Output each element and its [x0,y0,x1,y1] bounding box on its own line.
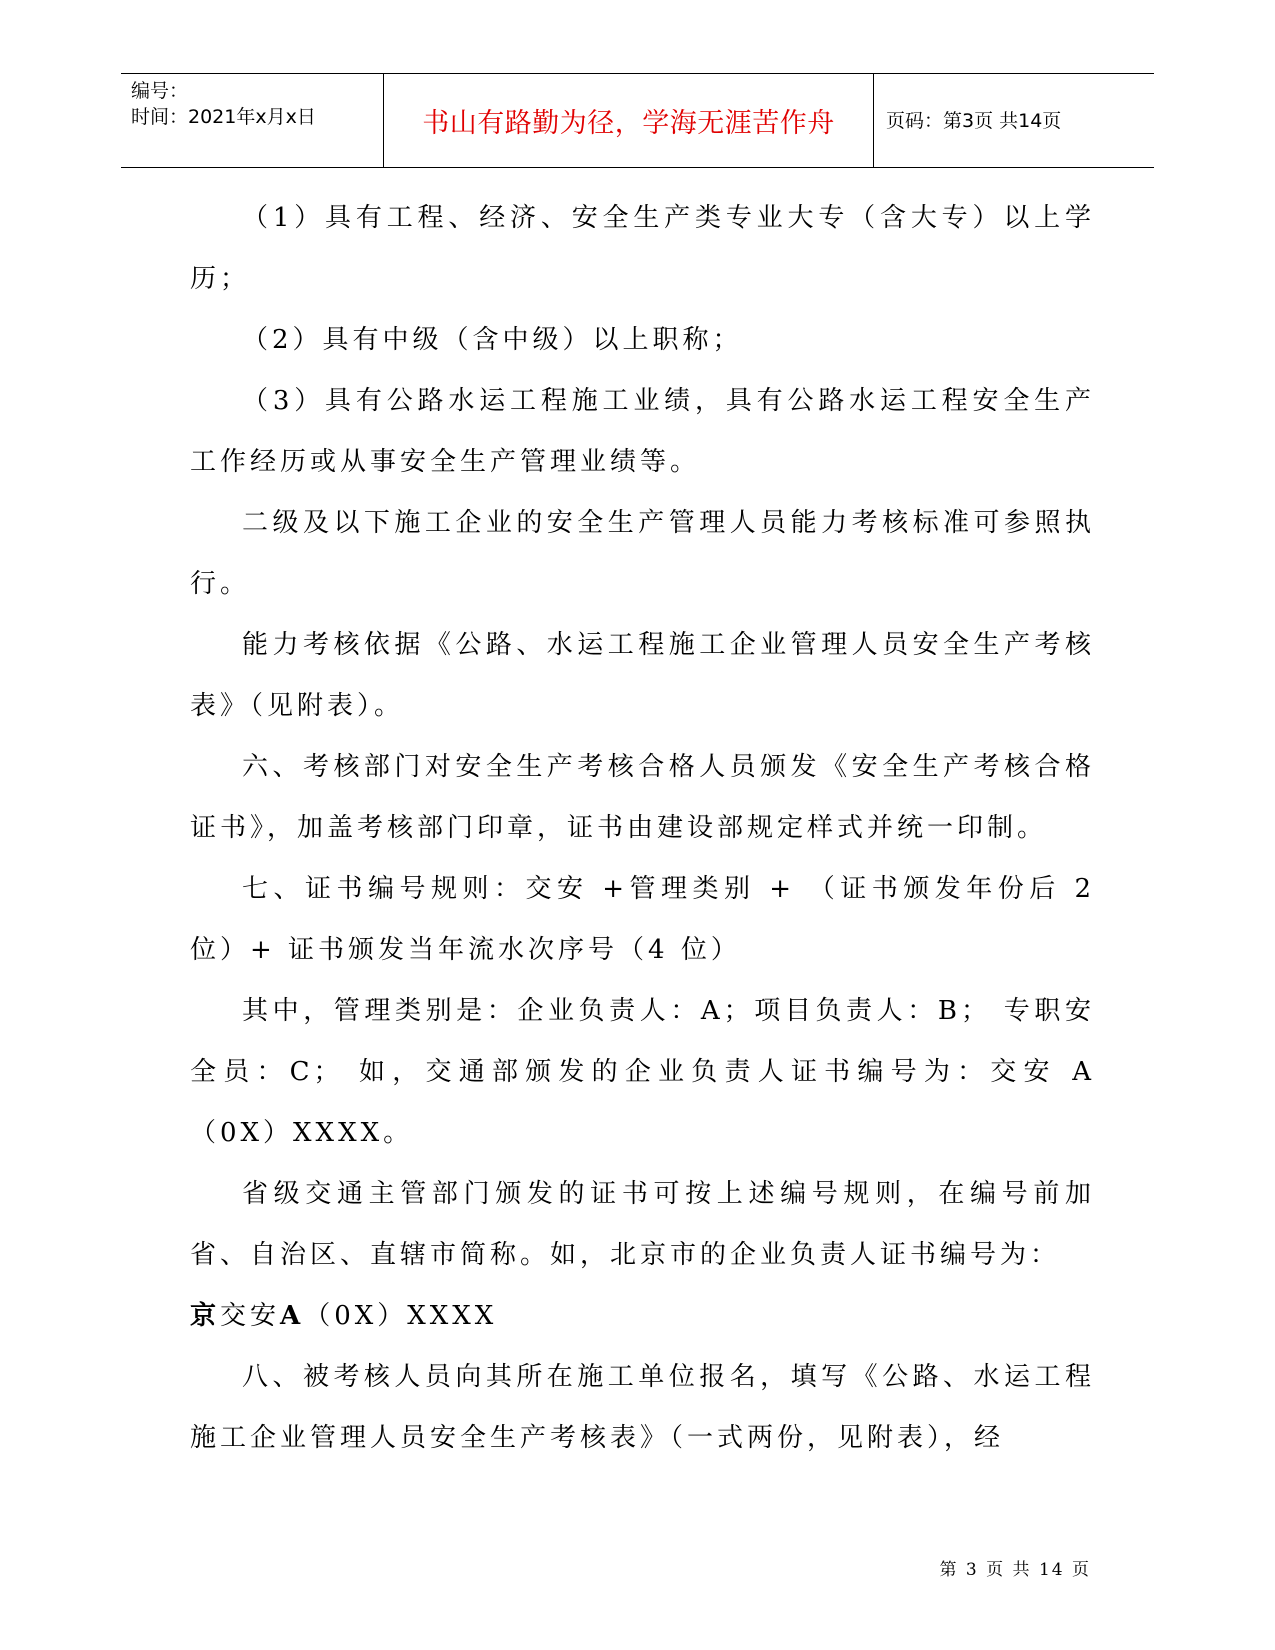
paragraph-9: 省级交通主管部门颁发的证书可按上述编号规则，在编号前加省、自治区、直辖市简称。如，北京市的企业负责人证书编号为： [190,1179,1095,1270]
paragraph-3: （3）具有公路水运工程施工业绩，具有公路水运工程安全生产工作经历或从事安全生产管理业绩等。 [190,386,1095,477]
header-page-number: 页码：第3页 共14页 [886,109,1062,132]
paragraph-1: （1）具有工程、经济、安全生产类专业大专（含大专）以上学历； [190,203,1095,294]
example-code-mid: 交安 [220,1301,281,1331]
document-time-label: 时间：2021年x月x日 [131,106,316,128]
header-motto-cell [384,74,874,167]
paragraph-4: 二级及以下施工企业的安全生产管理人员能力考核标准可参照执行。 [190,508,1095,599]
paragraph-7: 七、证书编号规则：交安 +管理类别 + （证书颁发年份后 2 位）+ 证书颁发当年流水次序号（4 位） [190,874,1095,965]
example-code-tail: （0X）XXXX [304,1301,498,1331]
motto-text: 书山有路勤为径，学海无涯苦作舟 [422,108,835,139]
document-body [190,188,1095,1469]
page-footer: 第 3 页 共 14 页 [939,1560,1091,1580]
header-info-cell [121,74,384,167]
paragraph-6: 六、考核部门对安全生产考核合格人员颁发《安全生产考核合格证书》，加盖考核部门印章，证书由建设部规定样式并统一印制。 [190,752,1095,843]
document-number-label: 编号： [131,80,189,102]
example-code-bold-prefix: 京 [190,1301,221,1331]
example-code-bold-letter: A [280,1301,305,1331]
page-header [121,73,1154,168]
header-page-cell [874,74,1154,167]
paragraph-2: （2）具有中级（含中级）以上职称； [242,325,743,355]
paragraph-8: 其中，管理类别是：企业负责人：A；项目负责人：B； 专职安全员：C； 如，交通部颁发的企业负责人证书编号为：交安 A（0X）XXXX。 [190,996,1095,1148]
paragraph-5: 能力考核依据《公路、水运工程施工企业管理人员安全生产考核表》（见附表）。 [190,630,1095,721]
paragraph-10: 八、被考核人员向其所在施工单位报名，填写《公路、水运工程施工企业管理人员安全生产考核表》（一式两份，见附表），经 [190,1362,1095,1453]
example-code-line [190,1286,1095,1347]
